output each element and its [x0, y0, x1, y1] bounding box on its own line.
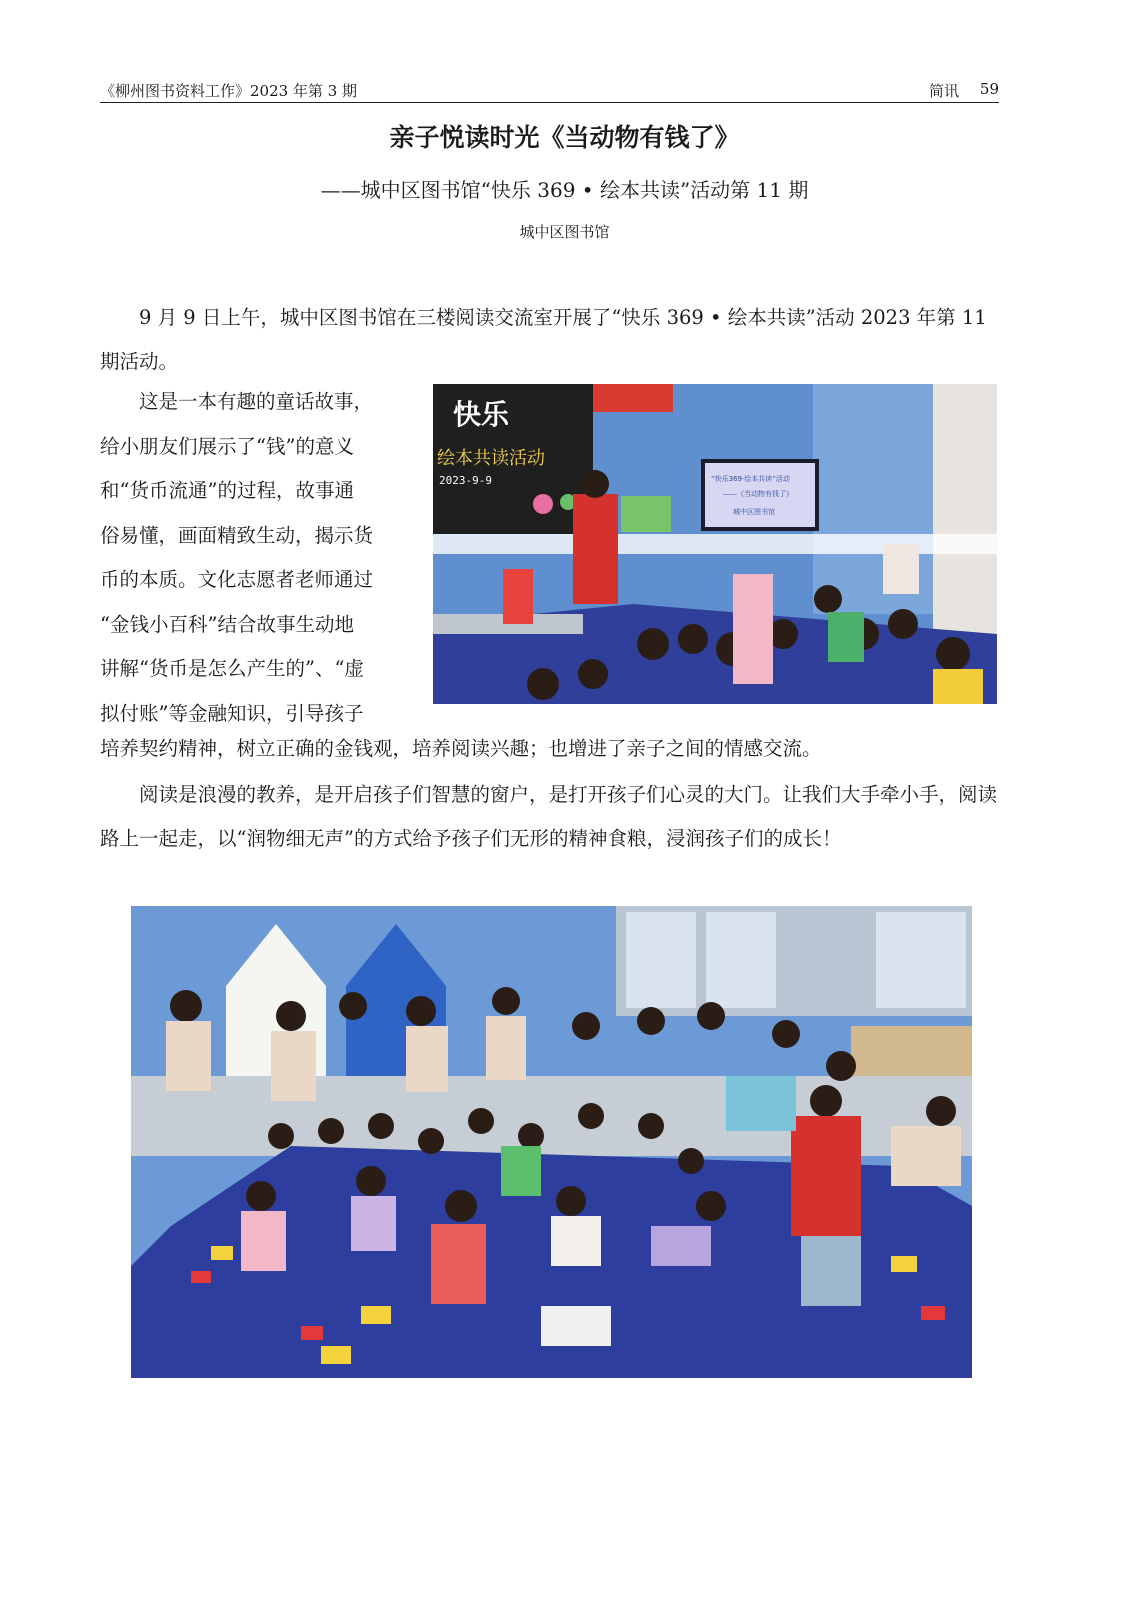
screen-subtitle: ——《当动物有钱了》 [723, 490, 793, 498]
paragraph-2-line: 币的本质。文化志愿者老师通过 [100, 568, 374, 591]
paragraph-2-line: 给小朋友们展示了“钱”的意义 [100, 434, 354, 458]
activity-photo-1 [433, 384, 997, 704]
paragraph-2-wrapped [100, 380, 420, 736]
paragraph-2-tail: 培养契约精神，树立正确的金钱观，培养阅读兴趣；也增进了亲子之间的情感交流。 [100, 737, 822, 760]
paragraph-2-line: “金钱小百科”结合故事生动地 [100, 612, 354, 636]
blackboard-date: 2023-9-9 [439, 474, 492, 487]
article-author: 城中区图书馆 [519, 223, 610, 241]
photo-2-illustration [131, 906, 972, 1378]
running-header [100, 78, 999, 103]
blackboard-title: 快乐 [453, 398, 510, 431]
photo-1-illustration [433, 384, 997, 704]
blackboard-subtitle: 绘本共读活动 [437, 448, 545, 469]
article-title: 亲子悦读时光《当动物有钱了》 [389, 123, 740, 152]
paragraph-3: 阅读是浪漫的教养，是开启孩子们智慧的窗户，是打开孩子们心灵的大门。让我们大手牵小手，阅读路上一起走，以“润物细无声”的方式给予孩子们无形的精神食粮，浸润孩子们的成长！ [100, 783, 998, 850]
screen-footer: 城中区图书馆 [733, 508, 775, 516]
page-number: 59 [979, 80, 999, 98]
article-subtitle: ——城中区图书馆“快乐 369 • 绘本共读”活动第 11 期 [320, 178, 809, 202]
screen-title: “快乐369·绘本共读”活动 [711, 475, 790, 483]
section-name: 简讯 [928, 82, 959, 100]
paragraph-2-line: 和“货币流通”的过程，故事通 [100, 479, 354, 502]
journal-name: 《柳州图书资料工作》2023 年第 3 期 [100, 82, 358, 100]
paragraph-2-line: 这是一本有趣的童话故事， [139, 390, 374, 413]
paragraph-2-line: 讲解“货币是怎么产生的”、“虚 [100, 657, 364, 680]
activity-photo-2 [131, 906, 972, 1378]
paragraph-2-line: 拟付账”等金融知识，引导孩子 [100, 701, 364, 725]
paragraph-2-line: 俗易懂，画面精致生动，揭示货 [100, 523, 374, 547]
paragraph-1: 9 月 9 日上午，城中区图书馆在三楼阅读交流室开展了“快乐 369 • 绘本共读”活动 2023 年第 11 期活动。 [100, 306, 987, 373]
